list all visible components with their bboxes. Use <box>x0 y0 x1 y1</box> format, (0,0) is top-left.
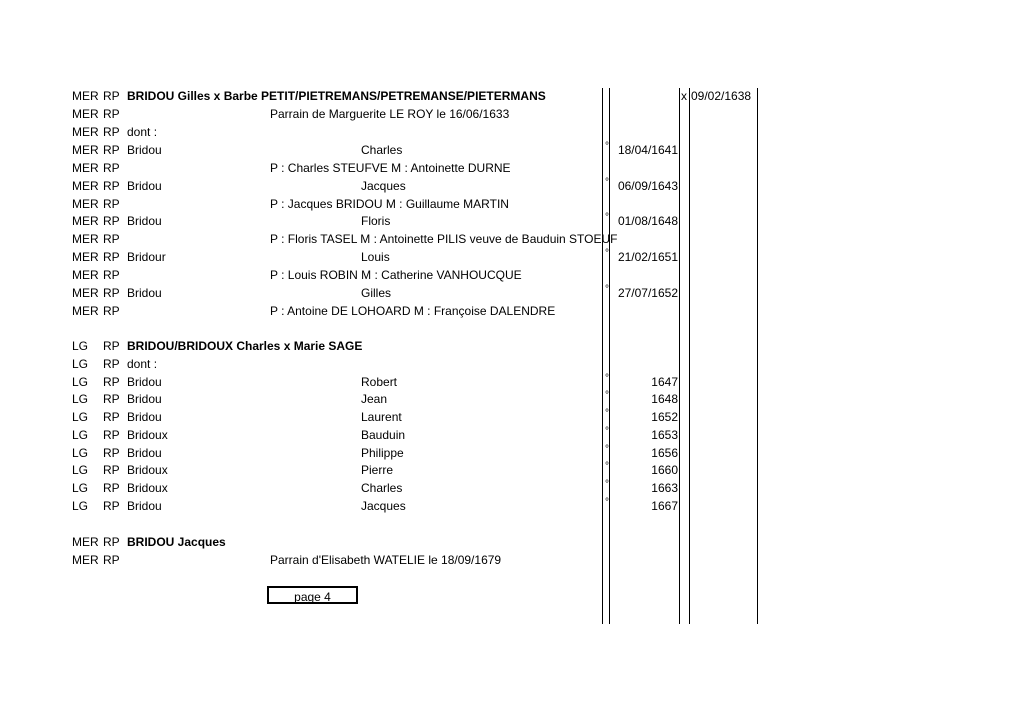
lieu-code: MER <box>72 161 99 175</box>
birth-symbol: ° <box>605 212 609 223</box>
child-row <box>0 444 1024 462</box>
child-firstname: Robert <box>361 375 398 389</box>
godparents-row <box>0 195 1024 213</box>
child-row <box>0 479 1024 497</box>
birth-year: 1660 <box>651 463 678 477</box>
child-row <box>0 373 1024 391</box>
lieu-code: MER <box>72 197 99 211</box>
child-row <box>0 408 1024 426</box>
rp-code: RP <box>103 339 120 353</box>
child-firstname: Louis <box>361 250 390 264</box>
birth-symbol: ° <box>605 461 609 472</box>
lieu-code: LG <box>72 357 89 371</box>
marriage-date: 09/02/1638 <box>691 89 752 103</box>
rp-code: RP <box>103 250 120 264</box>
birth-symbol: ° <box>605 408 609 419</box>
child-row <box>0 461 1024 479</box>
child-row <box>0 390 1024 408</box>
rp-code: RP <box>103 125 120 139</box>
birth-date: 01/08/1648 <box>617 214 678 228</box>
child-surname: Bridou <box>127 375 162 389</box>
child-firstname: Philippe <box>361 446 404 460</box>
child-row <box>0 248 1024 266</box>
rp-code: RP <box>103 197 120 211</box>
godparents-text: P : Louis ROBIN M : Catherine VANHOUCQUE <box>270 268 522 282</box>
child-firstname: Pierre <box>361 463 394 477</box>
child-firstname: Floris <box>361 214 391 228</box>
rp-code: RP <box>103 286 120 300</box>
child-row <box>0 497 1024 515</box>
child-surname: Bridoux <box>127 428 168 442</box>
rp-code: RP <box>103 428 120 442</box>
child-surname: Bridou <box>127 446 162 460</box>
child-firstname: Charles <box>361 143 403 157</box>
birth-year: 1648 <box>651 392 678 406</box>
child-surname: Bridou <box>127 214 162 228</box>
rp-code: RP <box>103 375 120 389</box>
rp-code: RP <box>103 107 120 121</box>
godparents-text: P : Charles STEUFVE M : Antoinette DURNE <box>270 161 511 175</box>
lieu-code: MER <box>72 535 99 549</box>
lieu-code: MER <box>72 125 99 139</box>
rp-code: RP <box>103 89 120 103</box>
lieu-code: MER <box>72 107 99 121</box>
lieu-code: MER <box>72 143 99 157</box>
lieu-code: LG <box>72 428 89 442</box>
rp-code: RP <box>103 143 120 157</box>
lieu-code: LG <box>72 375 89 389</box>
birth-date: 27/07/1652 <box>617 286 678 300</box>
birth-symbol: ° <box>605 479 609 490</box>
birth-year: 1652 <box>651 410 678 424</box>
godparents-text: P : Jacques BRIDOU M : Guillaume MARTIN <box>270 197 509 211</box>
dont-row <box>0 123 1024 141</box>
family-title: BRIDOU Gilles x Barbe PETIT/PIETREMANS/PETREMANSE/PIETERMANS <box>127 89 546 103</box>
rp-code: RP <box>103 535 120 549</box>
lieu-code: MER <box>72 286 99 300</box>
rp-code: RP <box>103 463 120 477</box>
lieu-code: LG <box>72 392 89 406</box>
rp-code: RP <box>103 161 120 175</box>
child-surname: Bridou <box>127 179 162 193</box>
child-surname: Bridou <box>127 286 162 300</box>
godparents-text: P : Antoine DE LOHOARD M : Françoise DALENDRE <box>270 304 556 318</box>
child-firstname: Jacques <box>361 499 406 513</box>
dont-label: dont : <box>127 357 158 371</box>
lieu-code: MER <box>72 268 99 282</box>
child-firstname: Charles <box>361 481 403 495</box>
rp-code: RP <box>103 392 120 406</box>
child-surname: Bridou <box>127 499 162 513</box>
birth-symbol: ° <box>605 426 609 437</box>
family-title: BRIDOU Jacques <box>127 535 226 549</box>
birth-symbol: ° <box>605 497 609 508</box>
family-header-row <box>0 337 1024 355</box>
lieu-code: MER <box>72 304 99 318</box>
child-row <box>0 177 1024 195</box>
child-surname: Bridou <box>127 410 162 424</box>
marriage-mark: x <box>681 89 687 103</box>
child-row <box>0 284 1024 302</box>
lieu-code: LG <box>72 481 89 495</box>
family-header-row <box>0 533 1024 551</box>
godparents-row <box>0 230 1024 248</box>
rp-code: RP <box>103 357 120 371</box>
birth-symbol: ° <box>605 373 609 384</box>
lieu-code: LG <box>72 410 89 424</box>
family-title: BRIDOU/BRIDOUX Charles x Marie SAGE <box>127 339 363 353</box>
birth-date: 06/09/1643 <box>617 179 678 193</box>
lieu-code: MER <box>72 214 99 228</box>
child-row <box>0 212 1024 230</box>
lieu-code: MER <box>72 553 99 567</box>
child-firstname: Jacques <box>361 179 406 193</box>
rp-code: RP <box>103 481 120 495</box>
godparents-row <box>0 266 1024 284</box>
child-surname: Bridou <box>127 392 162 406</box>
birth-year: 1656 <box>651 446 678 460</box>
rp-code: RP <box>103 499 120 513</box>
child-surname: Bridou <box>127 143 162 157</box>
family-header-row <box>0 87 1024 105</box>
lieu-code: MER <box>72 250 99 264</box>
birth-date: 18/04/1641 <box>617 143 678 157</box>
birth-year: 1663 <box>651 481 678 495</box>
lieu-code: MER <box>72 89 99 103</box>
birth-year: 1667 <box>651 499 678 513</box>
child-surname: Bridour <box>127 250 166 264</box>
birth-symbol: ° <box>605 177 609 188</box>
lieu-code: LG <box>72 339 89 353</box>
parrain-text: Parrain de Marguerite LE ROY le 16/06/1633 <box>270 107 510 121</box>
birth-year: 1653 <box>651 428 678 442</box>
birth-symbol: ° <box>605 284 609 295</box>
birth-symbol: ° <box>605 248 609 259</box>
lieu-code: LG <box>72 499 89 513</box>
godparents-row <box>0 159 1024 177</box>
lieu-code: LG <box>72 463 89 477</box>
lieu-code: LG <box>72 446 89 460</box>
dont-label: dont : <box>127 125 158 139</box>
rp-code: RP <box>103 268 120 282</box>
lieu-code: MER <box>72 232 99 246</box>
child-row <box>0 141 1024 159</box>
parrain-row <box>0 105 1024 123</box>
child-firstname: Gilles <box>361 286 392 300</box>
page-number: page 4 <box>294 590 331 604</box>
dont-row <box>0 355 1024 373</box>
parrain-row <box>0 551 1024 569</box>
child-firstname: Laurent <box>361 410 402 424</box>
birth-symbol: ° <box>605 444 609 455</box>
page-number-box <box>267 586 358 604</box>
rp-code: RP <box>103 410 120 424</box>
birth-date: 21/02/1651 <box>617 250 678 264</box>
child-surname: Bridoux <box>127 481 168 495</box>
godparents-row <box>0 302 1024 320</box>
rp-code: RP <box>103 179 120 193</box>
rp-code: RP <box>103 553 120 567</box>
birth-symbol: ° <box>605 141 609 152</box>
child-firstname: Jean <box>361 392 388 406</box>
child-firstname: Bauduin <box>361 428 406 442</box>
rp-code: RP <box>103 446 120 460</box>
child-surname: Bridoux <box>127 463 168 477</box>
birth-year: 1647 <box>651 375 678 389</box>
godparents-text: P : Floris TASEL M : Antoinette PILIS veuve de Bauduin STOEUF <box>270 232 618 246</box>
parrain-text: Parrain d'Elisabeth WATELIE le 18/09/1679 <box>270 553 502 567</box>
rp-code: RP <box>103 232 120 246</box>
child-row <box>0 426 1024 444</box>
lieu-code: MER <box>72 179 99 193</box>
rp-code: RP <box>103 304 120 318</box>
rp-code: RP <box>103 214 120 228</box>
birth-symbol: ° <box>605 390 609 401</box>
